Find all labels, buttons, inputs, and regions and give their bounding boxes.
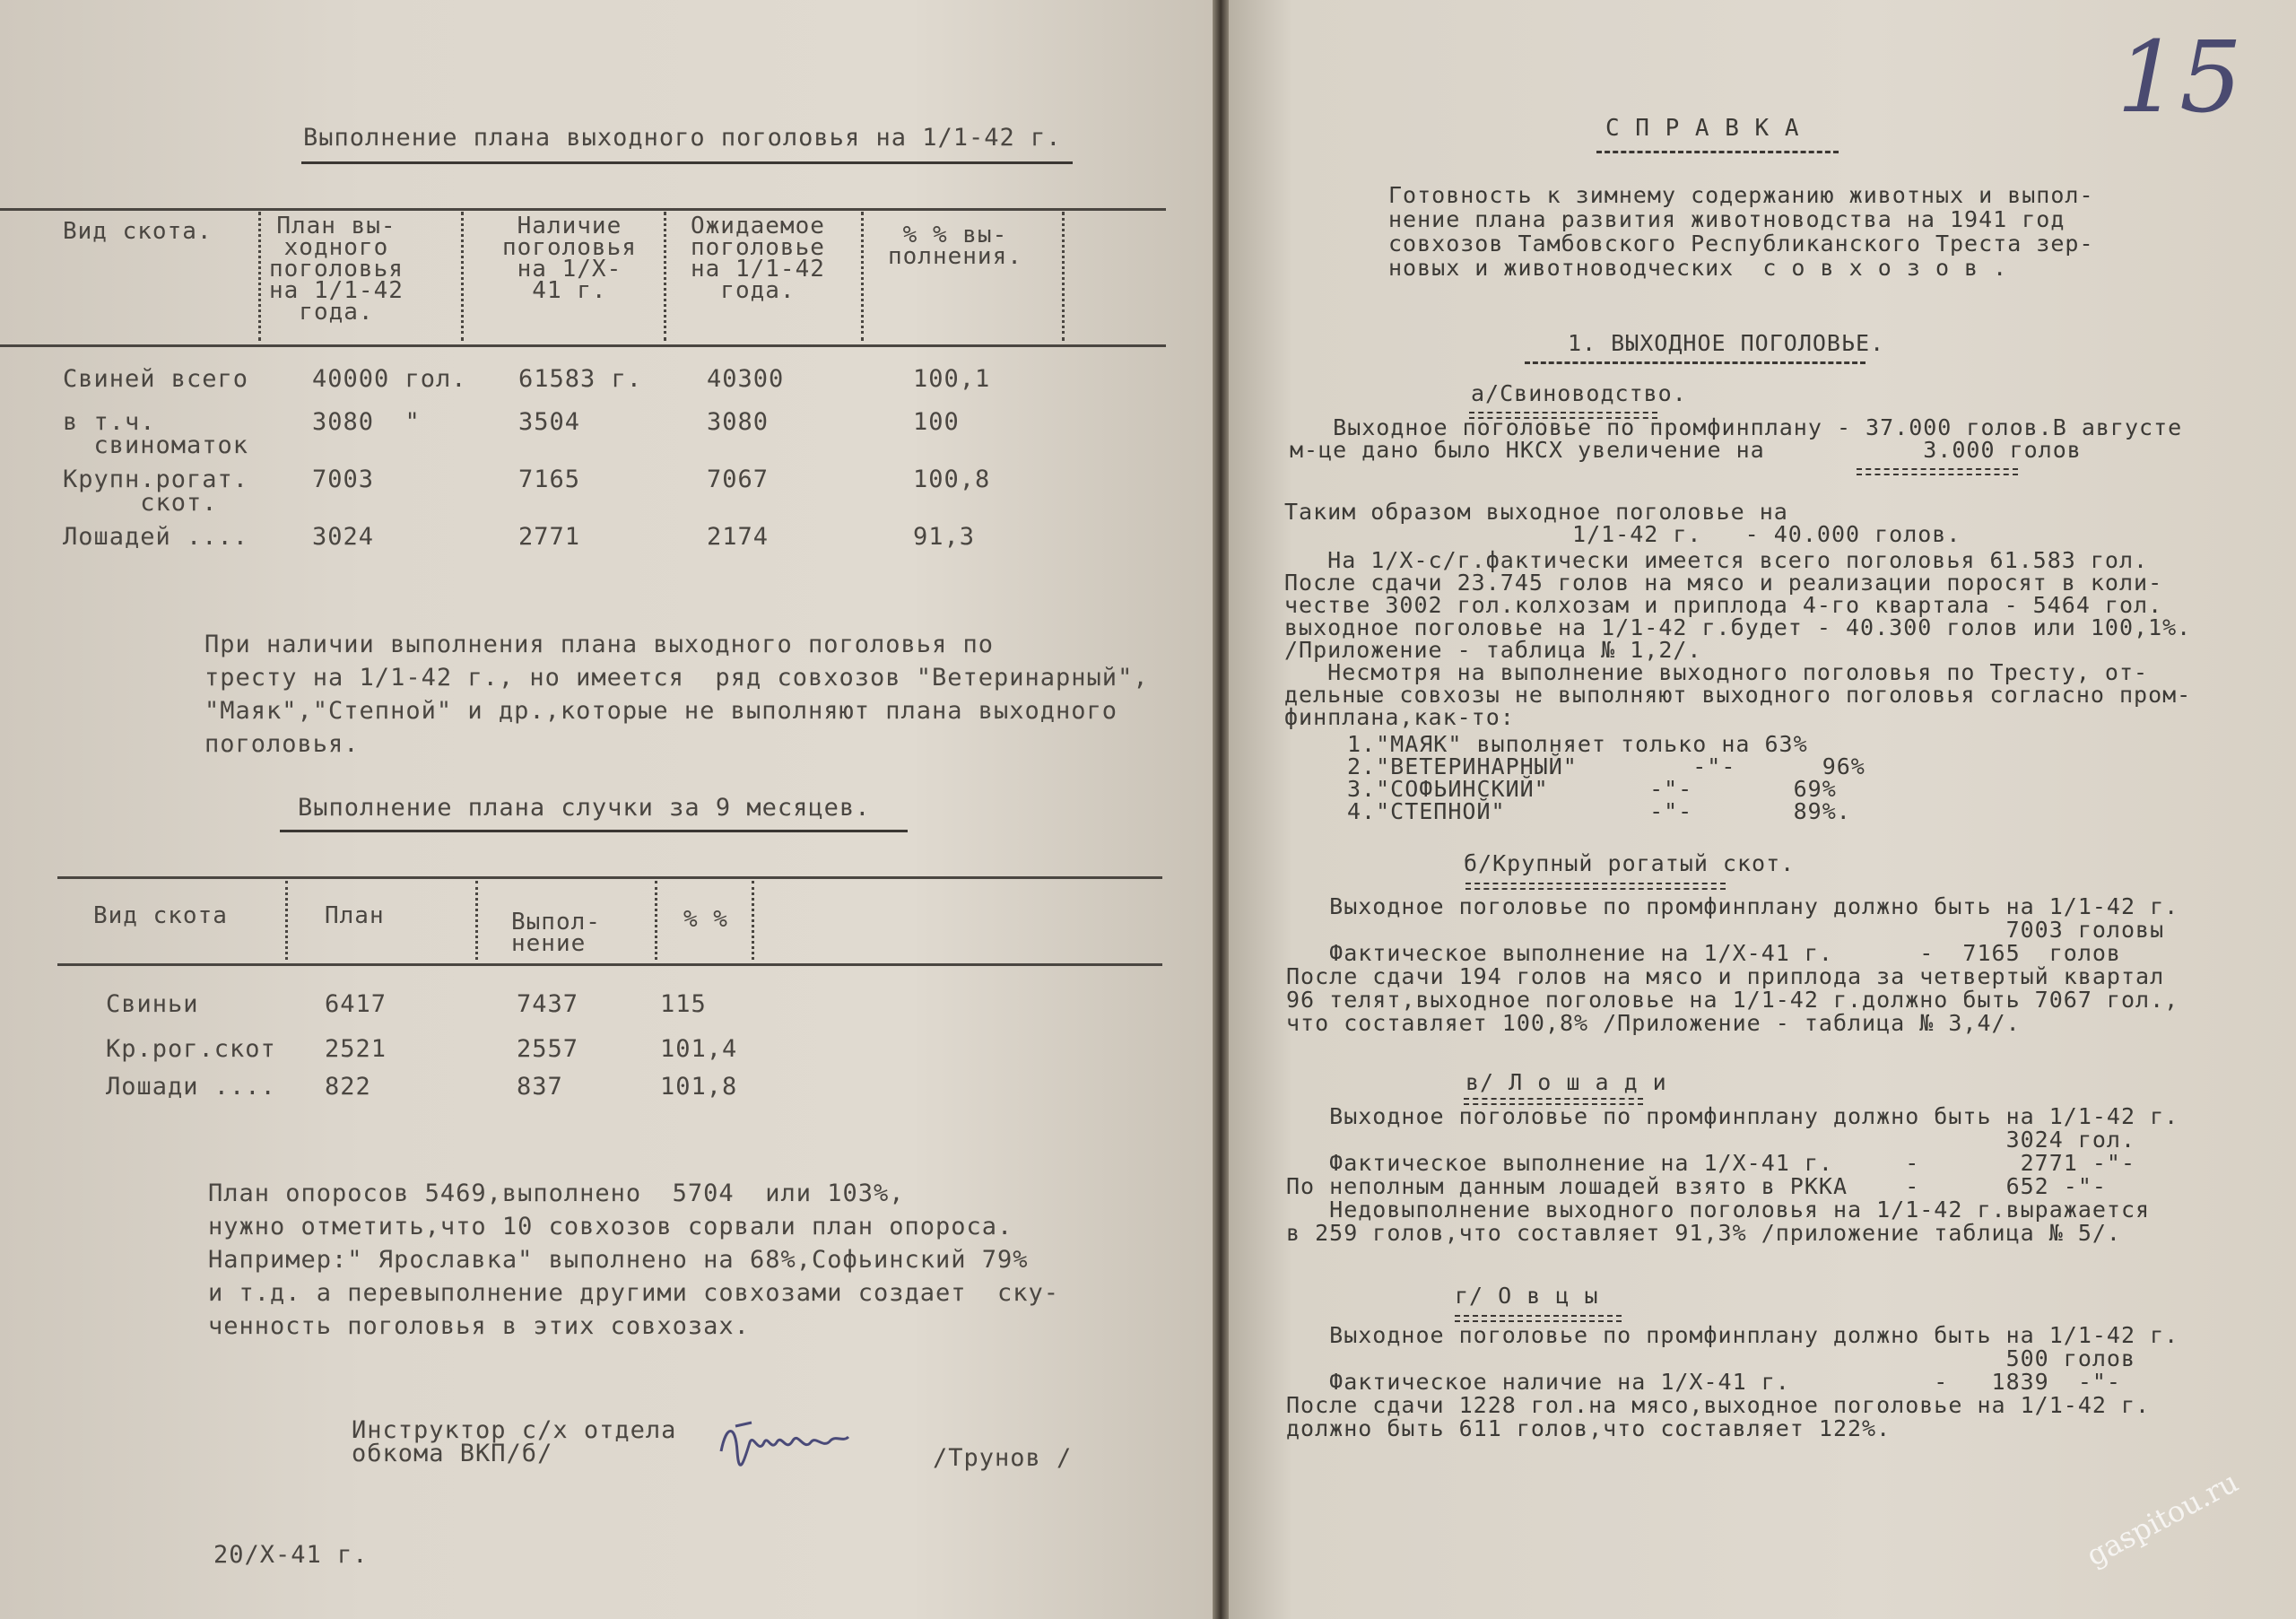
signature-role: Инструктор с/х отдела обкома ВКП/б/ bbox=[352, 1416, 677, 1467]
table-rule bbox=[0, 344, 1166, 347]
table2-cell: 101,4 bbox=[660, 1035, 738, 1063]
folio-number: 15 bbox=[2117, 20, 2242, 135]
table2-header: Вид скота bbox=[93, 902, 228, 929]
subsection-underline bbox=[1465, 883, 1726, 890]
farm-list-item: 2."ВЕТЕРИНАРНЫЙ" -"- 96% bbox=[1347, 753, 1866, 779]
column-divider bbox=[1062, 212, 1065, 341]
column-divider bbox=[258, 212, 261, 341]
table2-cell: Лошади .... bbox=[106, 1073, 276, 1101]
table1-cell: 7067 bbox=[707, 466, 770, 493]
table1-cell: 40000 гол. bbox=[312, 365, 467, 393]
value-underline bbox=[1857, 468, 2018, 475]
table1-cell: Свиней всего bbox=[63, 365, 249, 393]
table1-cell: 3080 bbox=[707, 408, 770, 436]
table1-cell: 100,8 bbox=[913, 466, 991, 493]
table2-header: % % bbox=[683, 906, 728, 933]
farm-list-item: 4."СТЕПНОЙ" -"- 89%. bbox=[1347, 798, 1851, 824]
table2-cell: Кр.рог.скот bbox=[106, 1035, 276, 1063]
section-heading: 1. ВЫХОДНОЕ ПОГОЛОВЬЕ. bbox=[1568, 330, 1885, 356]
table1-cell: 100 bbox=[913, 408, 960, 436]
table1-header: % % вы- полнения. bbox=[888, 222, 1022, 270]
table1-header: Наличие поголовья на 1/Х- 41 г. bbox=[502, 213, 637, 304]
signature-name: /Трунов / bbox=[933, 1444, 1073, 1472]
table1-title: Выполнение плана выходного поголовья на 1/1-42 г. bbox=[303, 124, 1062, 152]
subsection-a-text: Выходное поголовье по промфинплану - 37.000 голов.В августе м-це дано было НКСХ увеличение на 3.000 голов bbox=[1290, 414, 2183, 463]
title-underline bbox=[1596, 151, 1839, 153]
table-rule bbox=[57, 963, 1162, 966]
table2-cell: 101,8 bbox=[660, 1073, 738, 1101]
right-page bbox=[1229, 0, 2296, 1619]
table2-header: План bbox=[325, 902, 385, 929]
table2-cell: 837 bbox=[517, 1073, 563, 1101]
farm-list-item: 1."МАЯК" выполняет только на 63% bbox=[1347, 731, 1808, 757]
subsection-g-heading: г/ О в ц ы bbox=[1455, 1283, 1599, 1309]
column-divider bbox=[861, 212, 864, 341]
table1-cell: 7003 bbox=[312, 466, 375, 493]
table2-cell: 115 bbox=[660, 990, 707, 1018]
table1-cell: 3024 bbox=[312, 523, 375, 551]
subsection-a-total: Таким образом выходное поголовье на 1/1-42 г. - 40.000 голов. bbox=[1284, 499, 1961, 547]
subsection-a-details: На 1/Х-с/г.фактически имеется всего поголовья 61.583 гол. После сдачи 23.745 голов на мясо и реализации поросят в коли- честве 3002 гол.колхозам и приплода 4-го квартала - 5464 гол. выходное поголовье на 1/1-42 г.будет - 40.300 голов или 100,1%. /Приложение - таблица № 1,2/. Несмотря на выполнение выходного поголовья по Тресту, от- дельные совхозы не выполняют выходного поголовья согласно пром- финплана,как-то: bbox=[1284, 547, 2192, 730]
paragraph-1: При наличии выполнения плана выходного поголовья по тресту на 1/1-42 г., но имеется ряд совхозов "Ветеринарный", "Маяк","Степной" и др.,которые не выполняют плана выходного поголовья. bbox=[204, 631, 1149, 758]
table2-cell: Свиньи bbox=[106, 990, 199, 1018]
table1-cell: 2771 bbox=[518, 523, 581, 551]
column-divider bbox=[475, 881, 478, 960]
farm-list-item: 3."СОФЬИНСКИЙ" -"- 69% bbox=[1347, 776, 1837, 802]
table1-cell: 100,1 bbox=[913, 365, 991, 393]
table2-title: Выполнение плана случки за 9 месяцев. bbox=[298, 794, 871, 822]
table2-cell: 822 bbox=[325, 1073, 371, 1101]
title-underline bbox=[301, 161, 1073, 164]
table2-cell: 2521 bbox=[325, 1035, 387, 1063]
document-date: 20/Х-41 г. bbox=[213, 1541, 369, 1569]
book-gutter bbox=[1213, 0, 1229, 1619]
table1-header: Ожидаемое поголовье на 1/1-42 года. bbox=[691, 213, 825, 304]
column-divider bbox=[461, 212, 464, 341]
table1-cell: 61583 г. bbox=[518, 365, 643, 393]
column-divider bbox=[285, 881, 288, 960]
table-rule bbox=[57, 876, 1162, 879]
handwritten-signature bbox=[718, 1415, 852, 1469]
title-underline bbox=[280, 830, 908, 832]
watermark: gaspitou.ru bbox=[2081, 1464, 2244, 1573]
table1-cell: 3080 " bbox=[312, 408, 421, 436]
paragraph-2: План опоросов 5469,выполнено 5704 или 103%, нужно отметить,что 10 совхозов сорвали план опороса. Например:" Ярославка" выполнено на 68%,Софьинский 79% и т.д. а перевыполнение другими совхозами создает ску- ченность поголовья в этих совхозах. bbox=[208, 1179, 1060, 1340]
subsection-g-text: Выходное поголовье по промфинплану должно быть на 1/1-42 г. 500 голов Фактическое наличие на 1/Х-41 г. - 1839 -"- После сдачи 1228 гол.на мясо,выходное поголовье на 1/1-42 г. должно быть 611 голов,что составляет 122%. bbox=[1286, 1322, 2179, 1441]
table1-cell: 7165 bbox=[518, 466, 581, 493]
table1-cell: Лошадей .... bbox=[63, 523, 249, 551]
column-divider bbox=[664, 212, 666, 341]
subsection-underline bbox=[1455, 1315, 1622, 1322]
table1-header: План вы- ходного поголовья на 1/1-42 года. bbox=[269, 213, 404, 326]
table1-header: Вид скота. bbox=[63, 218, 213, 245]
table2-cell: 6417 bbox=[325, 990, 387, 1018]
column-divider bbox=[655, 881, 657, 960]
document-title: С П Р А В К А bbox=[1605, 115, 1800, 142]
table1-cell: 2174 bbox=[707, 523, 770, 551]
column-divider bbox=[752, 881, 754, 960]
table1-cell: в т.ч. свиноматок bbox=[63, 408, 249, 459]
table2-cell: 2557 bbox=[517, 1035, 579, 1063]
table2-cell: 7437 bbox=[517, 990, 579, 1018]
table1-cell: 3504 bbox=[518, 408, 581, 436]
table-rule bbox=[0, 208, 1166, 211]
table1-cell: 40300 bbox=[707, 365, 785, 393]
document-intro: Готовность к зимнему содержанию животных и выпол- нение плана развития животноводства на 1941 год совхозов Тамбовского Республиканского Треста зер- новых и животноводческих с о в х о з о в . bbox=[1388, 182, 2094, 281]
subsection-b-text: Выходное поголовье по промфинплану должно быть на 1/1-42 г. 7003 головы Фактическое выполнение на 1/Х-41 г. - 7165 голов После сдачи 194 голов на мясо и приплода за четвертый квартал 96 телят,выходное поголовье на 1/1-42 г.должно быть 7067 гол., что составляет 100,8% /Приложение - таблица № 3,4/. bbox=[1286, 893, 2179, 1036]
subsection-b-heading: б/Крупный рогатый скот. bbox=[1464, 850, 1796, 876]
subsection-v-text: Выходное поголовье по промфинплану должно быть на 1/1-42 г. 3024 гол. Фактическое выполнение на 1/Х-41 г. - 2771 -"- По неполным данным лошадей взято в РККА - 652 -"- Недовыполнение выходного поголовья на 1/1-42 г.выражается в 259 голов,что составляет 91,3% /приложение таблица № 5/. bbox=[1286, 1103, 2179, 1246]
table1-cell: Крупн.рогат. скот. bbox=[63, 466, 249, 517]
table2-header: Выпол- нение bbox=[511, 909, 601, 957]
section-underline bbox=[1525, 361, 1866, 364]
subsection-a-heading: а/Свиноводство. bbox=[1471, 380, 1687, 406]
subsection-v-heading: в/ Л о ш а д и bbox=[1465, 1069, 1667, 1095]
table1-cell: 91,3 bbox=[913, 523, 976, 551]
